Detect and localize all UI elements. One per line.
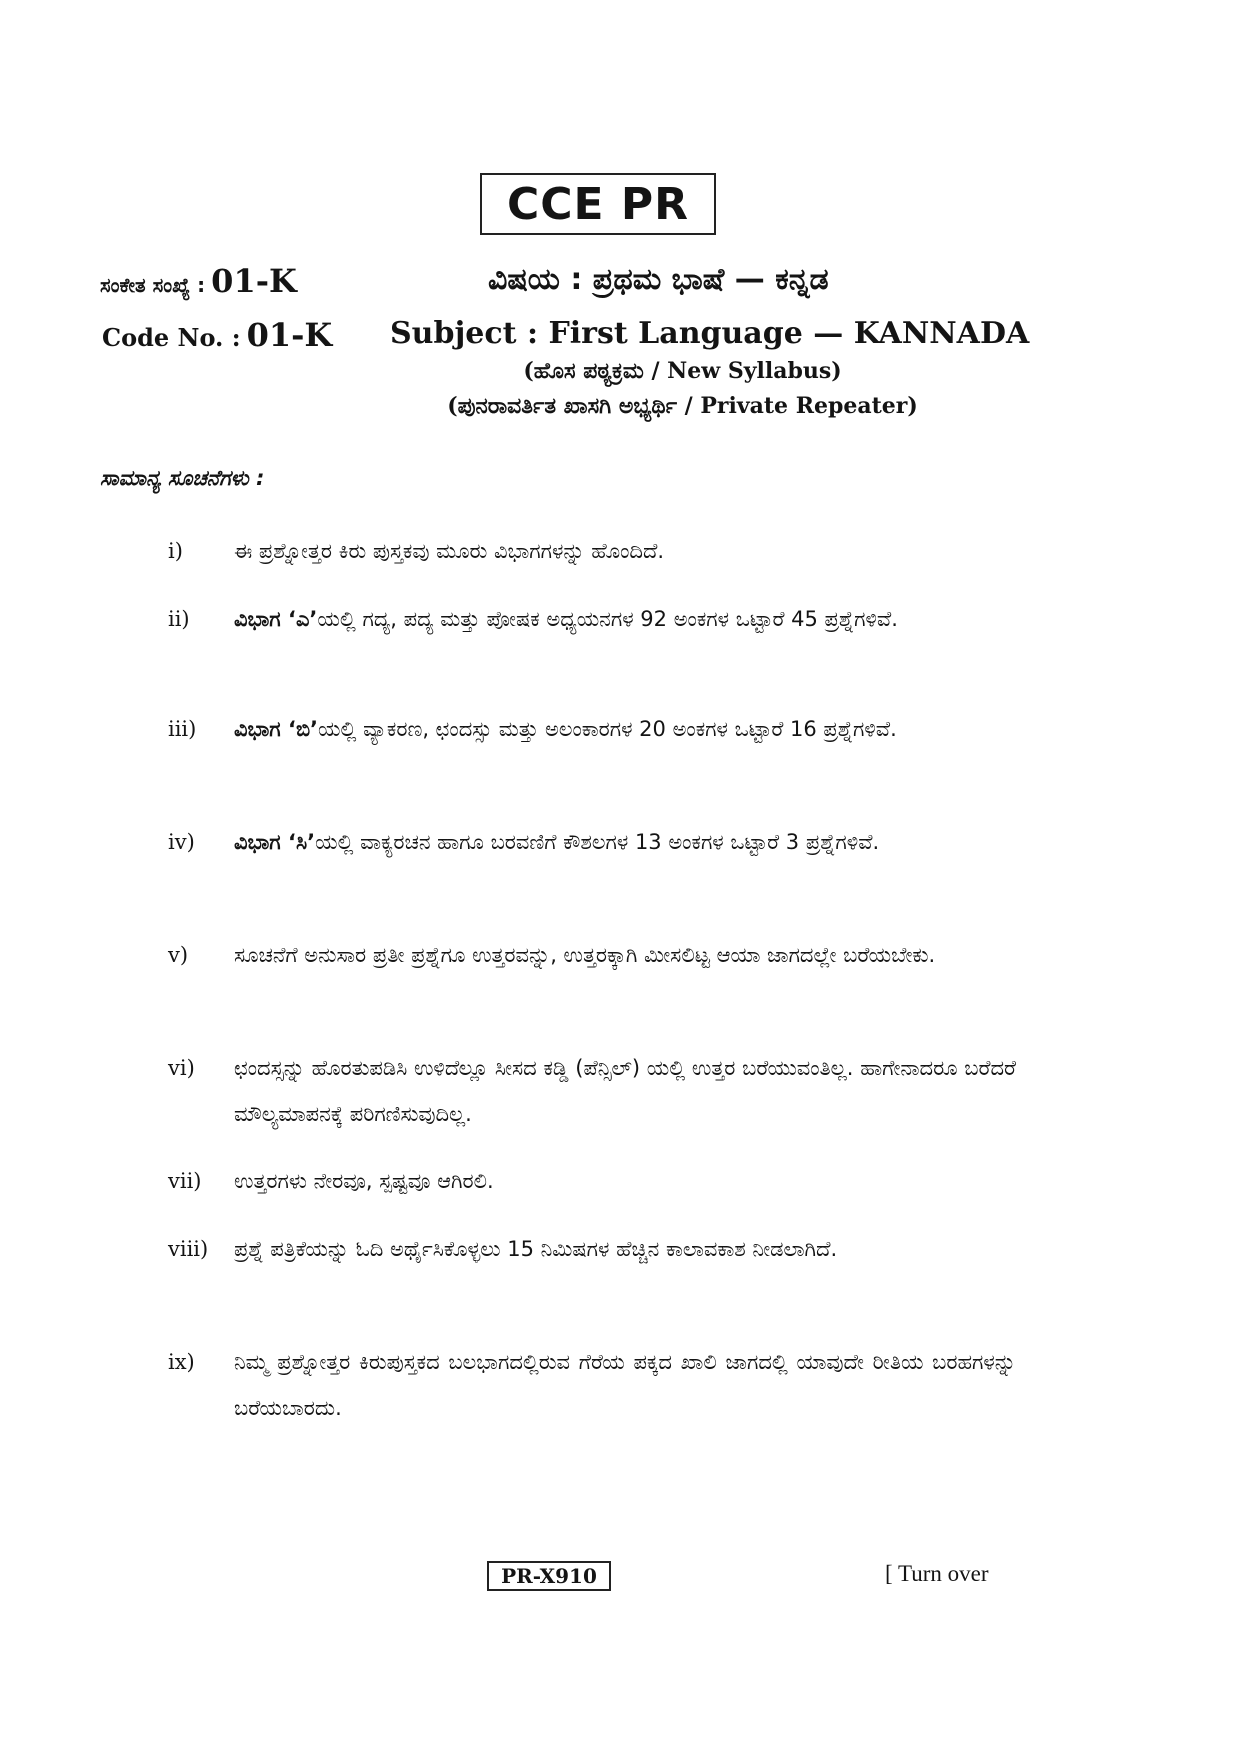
code-value-kannada: 01-K <box>211 262 297 300</box>
page-title: CCE PR <box>480 173 716 235</box>
code-number-kannada <box>100 262 297 300</box>
instruction-number: v) <box>168 943 189 967</box>
instruction-number: ix) <box>168 1350 195 1374</box>
instruction-text: ವಿಭಾಗ ‘ಎ’ಯಲ್ಲಿ ಗದ್ಯ, ಪದ್ಯ ಮತ್ತು ಪೋಷಕ ಅಧ್ಯಯನಗಳ 92 ಅಂಕಗಳ ಒಟ್ಟಾರೆ 45 ಪ್ರಶ್ನೆಗಳಿವೆ. <box>234 607 898 631</box>
subject-kannada: ವಿಷಯ : ಪ್ರಥಮ ಭಾಷೆ — ಕನ್ನಡ <box>488 262 829 297</box>
instruction-text: ಉತ್ತರಗಳು ನೇರವೂ, ಸ್ಪಷ್ಟವೂ ಆಗಿರಲಿ. <box>234 1169 494 1193</box>
instruction-text: ಛಂದಸ್ಸನ್ನು ಹೊರತುಪಡಿಸಿ ಉಳಿದೆಲ್ಲೂ ಸೀಸದ ಕಡ್ಡಿ (ಪೆನ್ಸಿಲ್) ಯಲ್ಲಿ ಉತ್ತರ ಬರೆಯುವಂತಿಲ್ಲ. ಹಾಗೇನಾದರೂ ಬರೆದರೆ ಮೌಲ್ಯಮಾಪನಕ್ಕೆ ಪರಿಗಣಿಸುವುದಿಲ್ಲ. <box>234 1056 1016 1126</box>
instruction-number: iv) <box>168 830 195 854</box>
instruction-number: iii) <box>168 717 197 741</box>
instruction-text: ವಿಭಾಗ ‘ಸಿ’ಯಲ್ಲಿ ವಾಕ್ಯರಚನ ಹಾಗೂ ಬರವಣಿಗೆ ಕೌಶಲಗಳ 13 ಅಂಕಗಳ ಒಟ್ಟಾರೆ 3 ಪ್ರಶ್ನೆಗಳಿವೆ. <box>234 830 880 854</box>
instruction-number: vii) <box>168 1169 202 1193</box>
instruction-text: ಪ್ರಶ್ನೆ ಪತ್ರಿಕೆಯನ್ನು ಓದಿ ಅರ್ಥೈಸಿಕೊಳ್ಳಲು 15 ನಿಮಿಷಗಳ ಹೆಚ್ಚಿನ ಕಾಲಾವಕಾಶ ನೀಡಲಾಗಿದೆ. <box>234 1237 838 1261</box>
candidate-type-line: (ಪುನರಾವರ್ತಿತ ಖಾಸಗಿ ಅಭ್ಯರ್ಥಿ / Private Repeater) <box>447 393 918 419</box>
instruction-text: ವಿಭಾಗ ‘ಬಿ’ಯಲ್ಲಿ ವ್ಯಾಕರಣ, ಛಂದಸ್ಸು ಮತ್ತು ಅಲಂಕಾರಗಳ 20 ಅಂಕಗಳ ಒಟ್ಟಾರೆ 16 ಪ್ರಶ್ನೆಗಳಿವೆ. <box>234 717 897 741</box>
code-label-english: Code No. : <box>102 323 241 352</box>
subject-english: Subject : First Language — KANNADA <box>390 316 1030 351</box>
turn-over-label: [ Turn over <box>885 1561 989 1586</box>
instruction-number: i) <box>168 539 183 563</box>
syllabus-line: (ಹೊಸ ಪಠ್ಯಕ್ರಮ / New Syllabus) <box>523 358 842 384</box>
code-number-english <box>102 316 332 354</box>
instruction-number: vi) <box>168 1056 195 1080</box>
instruction-text: ಈ ಪ್ರಶ್ನೋತ್ತರ ಕಿರು ಪುಸ್ತಕವು ಮೂರು ವಿಭಾಗಗಳನ್ನು ಹೊಂದಿದೆ. <box>234 539 665 563</box>
instruction-text: ಸೂಚನೆಗೆ ಅನುಸಾರ ಪ್ರತೀ ಪ್ರಶ್ನೆಗೂ ಉತ್ತರವನ್ನು, ಉತ್ತರಕ್ಕಾಗಿ ಮೀಸಲಿಟ್ಟ ಆಯಾ ಜಾಗದಲ್ಲೇ ಬರೆಯಬೇಕು. <box>234 943 936 967</box>
instruction-number: ii) <box>168 607 190 631</box>
instruction-number: viii) <box>168 1237 209 1261</box>
instructions-heading: ಸಾಮಾನ್ಯ ಸೂಚನೆಗಳು : <box>100 466 265 490</box>
code-label-kannada: ಸಂಕೇತ ಸಂಖ್ಯೆ : <box>100 273 206 297</box>
instruction-text: ನಿಮ್ಮ ಪ್ರಶ್ನೋತ್ತರ ಕಿರುಪುಸ್ತಕದ ಬಲಭಾಗದಲ್ಲಿರುವ ಗೆರೆಯ ಪಕ್ಕದ ಖಾಲಿ ಜಾಗದಲ್ಲಿ ಯಾವುದೇ ರೀತಿಯ ಬರಹಗಳನ್ನು ಬರೆಯಬಾರದು. <box>234 1350 1016 1420</box>
code-value-english: 01-K <box>246 316 333 354</box>
footer-paper-code: PR-X910 <box>487 1561 611 1591</box>
